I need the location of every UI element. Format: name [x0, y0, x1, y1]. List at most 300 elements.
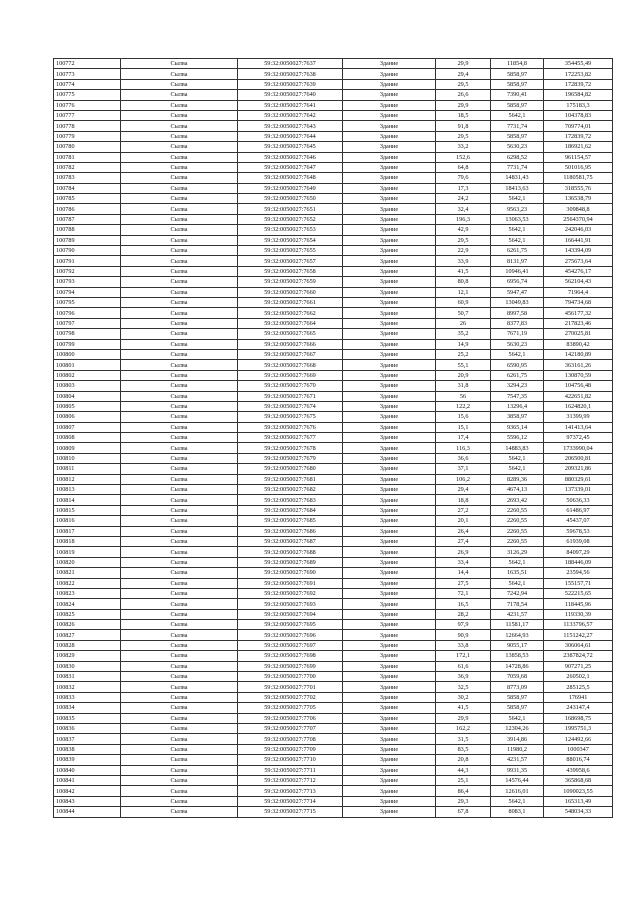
cadastral-number-cell: 59:32:0050027:7685 — [238, 516, 343, 526]
unit-value-cell: 3914,86 — [491, 734, 544, 744]
settlement-cell: Сылва — [121, 744, 238, 754]
settlement-cell: Сылва — [121, 391, 238, 401]
unit-value-cell: 12664,93 — [491, 630, 544, 640]
settlement-cell: Сылва — [121, 651, 238, 661]
row-id-cell: 100785 — [54, 194, 121, 204]
cadastral-number-cell: 59:32:0050027:7649 — [238, 183, 343, 193]
cadastral-number-cell: 59:32:0050027:7645 — [238, 142, 343, 152]
cadastral-value-cell: 50636,33 — [544, 495, 613, 505]
table-row — [54, 100, 613, 110]
settlement-cell: Сылва — [121, 422, 238, 432]
unit-value-cell: 5858,97 — [491, 131, 544, 141]
table-row — [54, 453, 613, 463]
row-id-cell: 100839 — [54, 755, 121, 765]
cadastral-value-cell: 83890,42 — [544, 339, 613, 349]
area-cell: 25,2 — [436, 349, 491, 359]
row-id-cell: 100842 — [54, 786, 121, 796]
area-cell: 29,9 — [436, 59, 491, 69]
row-id-cell: 100783 — [54, 173, 121, 183]
table-row — [54, 131, 613, 141]
table-row — [54, 339, 613, 349]
cadastral-number-cell: 59:32:0050027:7693 — [238, 599, 343, 609]
row-id-cell: 100821 — [54, 568, 121, 578]
row-id-cell: 100774 — [54, 79, 121, 89]
unit-value-cell: 8289,36 — [491, 474, 544, 484]
area-cell: 14,4 — [436, 568, 491, 578]
settlement-cell: Сылва — [121, 724, 238, 734]
unit-value-cell: 5642,1 — [491, 796, 544, 806]
row-id-cell: 100779 — [54, 131, 121, 141]
table-row — [54, 755, 613, 765]
cadastral-number-cell: 59:32:0050027:7674 — [238, 401, 343, 411]
cadastral-value-cell: 1133796,57 — [544, 620, 613, 630]
unit-value-cell: 5642,1 — [491, 110, 544, 120]
unit-value-cell: 5642,1 — [491, 194, 544, 204]
object-type-cell: Здание — [343, 266, 436, 276]
object-type-cell: Здание — [343, 807, 436, 817]
object-type-cell: Здание — [343, 651, 436, 661]
area-cell: 83,5 — [436, 744, 491, 754]
unit-value-cell: 5858,97 — [491, 100, 544, 110]
unit-value-cell: 7178,54 — [491, 599, 544, 609]
unit-value-cell: 5642,1 — [491, 578, 544, 588]
object-type-cell: Здание — [343, 485, 436, 495]
settlement-cell: Сылва — [121, 131, 238, 141]
cadastral-number-cell: 59:32:0050027:7657 — [238, 256, 343, 266]
cadastral-number-cell: 59:32:0050027:7677 — [238, 433, 343, 443]
cadastral-value-cell: 1180581,75 — [544, 173, 613, 183]
cadastral-number-cell: 59:32:0050027:7707 — [238, 724, 343, 734]
cadastral-value-cell: 285125,5 — [544, 682, 613, 692]
table-row — [54, 692, 613, 702]
table-row — [54, 724, 613, 734]
settlement-cell: Сылва — [121, 640, 238, 650]
settlement-cell: Сылва — [121, 370, 238, 380]
object-type-cell: Здание — [343, 536, 436, 546]
row-id-cell: 100794 — [54, 287, 121, 297]
object-type-cell: Здание — [343, 516, 436, 526]
cadastral-number-cell: 59:32:0050027:7650 — [238, 194, 343, 204]
object-type-cell: Здание — [343, 599, 436, 609]
table-row — [54, 162, 613, 172]
cadastral-value-cell: 175183,3 — [544, 100, 613, 110]
cadastral-value-cell: 217823,46 — [544, 318, 613, 328]
settlement-cell: Сылва — [121, 661, 238, 671]
area-cell: 12,1 — [436, 287, 491, 297]
object-type-cell: Здание — [343, 214, 436, 224]
cadastral-value-cell: 71964,4 — [544, 287, 613, 297]
unit-value-cell: 9931,35 — [491, 765, 544, 775]
table-row — [54, 557, 613, 567]
area-cell: 15,6 — [436, 412, 491, 422]
area-cell: 172,1 — [436, 651, 491, 661]
table-row — [54, 765, 613, 775]
row-id-cell: 100829 — [54, 651, 121, 661]
unit-value-cell: 7547,35 — [491, 391, 544, 401]
cadastral-value-cell: 880329,61 — [544, 474, 613, 484]
unit-value-cell: 13063,53 — [491, 214, 544, 224]
table-row — [54, 173, 613, 183]
unit-value-cell: 5642,1 — [491, 557, 544, 567]
table-row — [54, 194, 613, 204]
table-row — [54, 90, 613, 100]
cadastral-value-cell: 501016,95 — [544, 162, 613, 172]
cadastral-value-cell: 168698,75 — [544, 713, 613, 723]
cadastral-number-cell: 59:32:0050027:7692 — [238, 588, 343, 598]
table-row — [54, 744, 613, 754]
cadastral-value-cell: 61939,08 — [544, 536, 613, 546]
area-cell: 20,9 — [436, 370, 491, 380]
row-id-cell: 100806 — [54, 412, 121, 422]
area-cell: 27,4 — [436, 536, 491, 546]
settlement-cell: Сылва — [121, 786, 238, 796]
table-row — [54, 401, 613, 411]
cadastral-number-cell: 59:32:0050027:7678 — [238, 443, 343, 453]
object-type-cell: Здание — [343, 225, 436, 235]
row-id-cell: 100840 — [54, 765, 121, 775]
cadastral-value-cell: 422651,82 — [544, 391, 613, 401]
cadastral-number-cell: 59:32:0050027:7715 — [238, 807, 343, 817]
row-id-cell: 100805 — [54, 401, 121, 411]
row-id-cell: 100804 — [54, 391, 121, 401]
cadastral-number-cell: 59:32:0050027:7654 — [238, 235, 343, 245]
settlement-cell: Сылва — [121, 246, 238, 256]
cadastral-number-cell: 59:32:0050027:7641 — [238, 100, 343, 110]
cadastral-number-cell: 59:32:0050027:7658 — [238, 266, 343, 276]
cadastral-number-cell: 59:32:0050027:7662 — [238, 308, 343, 318]
cadastral-number-cell: 59:32:0050027:7694 — [238, 609, 343, 619]
object-type-cell: Здание — [343, 724, 436, 734]
row-id-cell: 100828 — [54, 640, 121, 650]
settlement-cell: Сылва — [121, 796, 238, 806]
cadastral-value-cell: 137339,01 — [544, 485, 613, 495]
cadastral-number-cell: 59:32:0050027:7706 — [238, 713, 343, 723]
unit-value-cell: 2693,42 — [491, 495, 544, 505]
cadastral-number-cell: 59:32:0050027:7668 — [238, 360, 343, 370]
object-type-cell: Здание — [343, 692, 436, 702]
cadastral-value-cell: 104756,48 — [544, 381, 613, 391]
cadastral-number-cell: 59:32:0050027:7647 — [238, 162, 343, 172]
row-id-cell: 100818 — [54, 536, 121, 546]
area-cell: 61,6 — [436, 661, 491, 671]
settlement-cell: Сылва — [121, 173, 238, 183]
row-id-cell: 100834 — [54, 703, 121, 713]
area-cell: 35,2 — [436, 329, 491, 339]
table-row — [54, 526, 613, 536]
cadastral-number-cell: 59:32:0050027:7671 — [238, 391, 343, 401]
cadastral-number-cell: 59:32:0050027:7660 — [238, 287, 343, 297]
object-type-cell: Здание — [343, 682, 436, 692]
unit-value-cell: 7390,41 — [491, 90, 544, 100]
cadastral-value-cell: 31399,99 — [544, 412, 613, 422]
table-row — [54, 152, 613, 162]
row-id-cell: 100787 — [54, 214, 121, 224]
table-row — [54, 734, 613, 744]
cadastral-number-cell: 59:32:0050027:7696 — [238, 630, 343, 640]
settlement-cell: Сылва — [121, 339, 238, 349]
settlement-cell: Сылва — [121, 297, 238, 307]
area-cell: 64,8 — [436, 162, 491, 172]
table-row — [54, 142, 613, 152]
settlement-cell: Сылва — [121, 90, 238, 100]
unit-value-cell: 8083,1 — [491, 807, 544, 817]
cadastral-value-cell: 61486,97 — [544, 505, 613, 515]
table-row — [54, 433, 613, 443]
area-cell: 31,8 — [436, 381, 491, 391]
object-type-cell: Здание — [343, 433, 436, 443]
settlement-cell: Сылва — [121, 204, 238, 214]
unit-value-cell: 3294,23 — [491, 381, 544, 391]
row-id-cell: 100833 — [54, 692, 121, 702]
area-cell: 55,1 — [436, 360, 491, 370]
area-cell: 29,5 — [436, 79, 491, 89]
row-id-cell: 100802 — [54, 370, 121, 380]
object-type-cell: Здание — [343, 588, 436, 598]
row-id-cell: 100814 — [54, 495, 121, 505]
table-row — [54, 391, 613, 401]
object-type-cell: Здание — [343, 412, 436, 422]
object-type-cell: Здание — [343, 318, 436, 328]
unit-value-cell: 9365,14 — [491, 422, 544, 432]
cadastral-number-cell: 59:32:0050027:7714 — [238, 796, 343, 806]
row-id-cell: 100786 — [54, 204, 121, 214]
settlement-cell: Сылва — [121, 495, 238, 505]
area-cell: 28,2 — [436, 609, 491, 619]
unit-value-cell: 4674,13 — [491, 485, 544, 495]
table-body — [54, 59, 613, 818]
unit-value-cell: 5858,97 — [491, 692, 544, 702]
row-id-cell: 100795 — [54, 297, 121, 307]
row-id-cell: 100812 — [54, 474, 121, 484]
row-id-cell: 100780 — [54, 142, 121, 152]
settlement-cell: Сылва — [121, 578, 238, 588]
unit-value-cell: 6261,75 — [491, 246, 544, 256]
area-cell: 33,8 — [436, 640, 491, 650]
settlement-cell: Сылва — [121, 214, 238, 224]
area-cell: 29,3 — [436, 796, 491, 806]
cadastral-number-cell: 59:32:0050027:7646 — [238, 152, 343, 162]
cadastral-number-cell: 59:32:0050027:7700 — [238, 672, 343, 682]
cadastral-number-cell: 59:32:0050027:7642 — [238, 110, 343, 120]
cadastral-value-cell: 454276,17 — [544, 266, 613, 276]
table-row — [54, 516, 613, 526]
row-id-cell: 100822 — [54, 578, 121, 588]
object-type-cell: Здание — [343, 557, 436, 567]
table-row — [54, 329, 613, 339]
unit-value-cell: 5596,12 — [491, 433, 544, 443]
row-id-cell: 100776 — [54, 100, 121, 110]
cadastral-number-cell: 59:32:0050027:7713 — [238, 786, 343, 796]
unit-value-cell: 7059,68 — [491, 672, 544, 682]
settlement-cell: Сылва — [121, 225, 238, 235]
object-type-cell: Здание — [343, 339, 436, 349]
cadastral-number-cell: 59:32:0050027:7643 — [238, 121, 343, 131]
area-cell: 79,6 — [436, 173, 491, 183]
cadastral-number-cell: 59:32:0050027:7666 — [238, 339, 343, 349]
row-id-cell: 100825 — [54, 609, 121, 619]
unit-value-cell: 13049,83 — [491, 297, 544, 307]
cadastral-value-cell: 1733990,04 — [544, 443, 613, 453]
area-cell: 17,3 — [436, 183, 491, 193]
settlement-cell: Сылва — [121, 609, 238, 619]
cadastral-number-cell: 59:32:0050027:7648 — [238, 173, 343, 183]
cadastral-value-cell: 1090023,55 — [544, 786, 613, 796]
object-type-cell: Здание — [343, 142, 436, 152]
cadastral-value-cell: 206500,81 — [544, 453, 613, 463]
cadastral-number-cell: 59:32:0050027:7644 — [238, 131, 343, 141]
cadastral-value-cell: 165313,49 — [544, 796, 613, 806]
object-type-cell: Здание — [343, 235, 436, 245]
row-id-cell: 100777 — [54, 110, 121, 120]
area-cell: 31,5 — [436, 734, 491, 744]
cadastral-number-cell: 59:32:0050027:7638 — [238, 69, 343, 79]
object-type-cell: Здание — [343, 526, 436, 536]
settlement-cell: Сылва — [121, 453, 238, 463]
cadastral-number-cell: 59:32:0050027:7676 — [238, 422, 343, 432]
cadastral-number-cell: 59:32:0050027:7699 — [238, 661, 343, 671]
settlement-cell: Сылва — [121, 547, 238, 557]
object-type-cell: Здание — [343, 775, 436, 785]
unit-value-cell: 8377,83 — [491, 318, 544, 328]
unit-value-cell: 5642,1 — [491, 713, 544, 723]
cadastral-value-cell: 456177,32 — [544, 308, 613, 318]
settlement-cell: Сылва — [121, 807, 238, 817]
settlement-cell: Сылва — [121, 235, 238, 245]
object-type-cell: Здание — [343, 744, 436, 754]
unit-value-cell: 7671,19 — [491, 329, 544, 339]
cadastral-value-cell: 119330,39 — [544, 609, 613, 619]
row-id-cell: 100807 — [54, 422, 121, 432]
cadastral-number-cell: 59:32:0050027:7686 — [238, 526, 343, 536]
object-type-cell: Здание — [343, 630, 436, 640]
cadastral-number-cell: 59:32:0050027:7688 — [238, 547, 343, 557]
cadastral-number-cell: 59:32:0050027:7653 — [238, 225, 343, 235]
area-cell: 26,9 — [436, 547, 491, 557]
settlement-cell: Сылва — [121, 121, 238, 131]
settlement-cell: Сылва — [121, 79, 238, 89]
cadastral-number-cell: 59:32:0050027:7690 — [238, 568, 343, 578]
cadastral-number-cell: 59:32:0050027:7670 — [238, 381, 343, 391]
settlement-cell: Сылва — [121, 505, 238, 515]
area-cell: 18,5 — [436, 110, 491, 120]
cadastral-value-cell: 243147,4 — [544, 703, 613, 713]
settlement-cell: Сылва — [121, 516, 238, 526]
table-row — [54, 360, 613, 370]
cadastral-value-cell: 439958,6 — [544, 765, 613, 775]
cadastral-value-cell: 1151242,27 — [544, 630, 613, 640]
row-id-cell: 100817 — [54, 526, 121, 536]
settlement-cell: Сылва — [121, 433, 238, 443]
unit-value-cell: 5642,1 — [491, 235, 544, 245]
cadastral-value-cell: 155157,71 — [544, 578, 613, 588]
row-id-cell: 100811 — [54, 464, 121, 474]
cadastral-value-cell: 124492,66 — [544, 734, 613, 744]
row-id-cell: 100844 — [54, 807, 121, 817]
table-row — [54, 661, 613, 671]
table-row — [54, 651, 613, 661]
cadastral-number-cell: 59:32:0050027:7709 — [238, 744, 343, 754]
cadastral-number-cell: 59:32:0050027:7698 — [238, 651, 343, 661]
area-cell: 33,2 — [436, 142, 491, 152]
object-type-cell: Здание — [343, 287, 436, 297]
row-id-cell: 100816 — [54, 516, 121, 526]
table-row — [54, 59, 613, 69]
settlement-cell: Сылва — [121, 194, 238, 204]
unit-value-cell: 4231,57 — [491, 755, 544, 765]
settlement-cell: Сылва — [121, 464, 238, 474]
object-type-cell: Здание — [343, 360, 436, 370]
table-row — [54, 266, 613, 276]
cadastral-value-cell: 142180,89 — [544, 349, 613, 359]
object-type-cell: Здание — [343, 568, 436, 578]
object-type-cell: Здание — [343, 401, 436, 411]
object-type-cell: Здание — [343, 246, 436, 256]
table-row — [54, 672, 613, 682]
row-id-cell: 100773 — [54, 69, 121, 79]
object-type-cell: Здание — [343, 152, 436, 162]
settlement-cell: Сылва — [121, 277, 238, 287]
table-row — [54, 485, 613, 495]
cadastral-number-cell: 59:32:0050027:7652 — [238, 214, 343, 224]
settlement-cell: Сылва — [121, 526, 238, 536]
settlement-cell: Сылва — [121, 100, 238, 110]
area-cell: 41,5 — [436, 266, 491, 276]
row-id-cell: 100809 — [54, 443, 121, 453]
area-cell: 26,6 — [436, 90, 491, 100]
cadastral-value-cell: 88016,74 — [544, 755, 613, 765]
row-id-cell: 100815 — [54, 505, 121, 515]
unit-value-cell: 6590,95 — [491, 360, 544, 370]
cadastral-table — [53, 58, 613, 818]
area-cell: 41,5 — [436, 703, 491, 713]
unit-value-cell: 11581,17 — [491, 620, 544, 630]
table-row — [54, 121, 613, 131]
cadastral-value-cell: 363161,26 — [544, 360, 613, 370]
settlement-cell: Сылва — [121, 568, 238, 578]
row-id-cell: 100778 — [54, 121, 121, 131]
unit-value-cell: 5642,1 — [491, 225, 544, 235]
object-type-cell: Здание — [343, 713, 436, 723]
table-row — [54, 536, 613, 546]
cadastral-number-cell: 59:32:0050027:7701 — [238, 682, 343, 692]
area-cell: 26 — [436, 318, 491, 328]
table-row — [54, 412, 613, 422]
object-type-cell: Здание — [343, 786, 436, 796]
cadastral-value-cell: 260502,1 — [544, 672, 613, 682]
cadastral-value-cell: 354455,49 — [544, 59, 613, 69]
unit-value-cell: 5630,23 — [491, 339, 544, 349]
table-row — [54, 703, 613, 713]
cadastral-value-cell: 176941 — [544, 692, 613, 702]
cadastral-value-cell: 907271,25 — [544, 661, 613, 671]
row-id-cell: 100791 — [54, 256, 121, 266]
cadastral-value-cell: 186921,62 — [544, 142, 613, 152]
settlement-cell: Сылва — [121, 412, 238, 422]
cadastral-number-cell: 59:32:0050027:7665 — [238, 329, 343, 339]
cadastral-number-cell: 59:32:0050027:7637 — [238, 59, 343, 69]
row-id-cell: 100843 — [54, 796, 121, 806]
unit-value-cell: 18413,63 — [491, 183, 544, 193]
unit-value-cell: 8131,97 — [491, 256, 544, 266]
object-type-cell: Здание — [343, 121, 436, 131]
row-id-cell: 100820 — [54, 557, 121, 567]
object-type-cell: Здание — [343, 349, 436, 359]
settlement-cell: Сылва — [121, 474, 238, 484]
row-id-cell: 100796 — [54, 308, 121, 318]
unit-value-cell: 8773,09 — [491, 682, 544, 692]
settlement-cell: Сылва — [121, 734, 238, 744]
cadastral-value-cell: 59678,53 — [544, 526, 613, 536]
